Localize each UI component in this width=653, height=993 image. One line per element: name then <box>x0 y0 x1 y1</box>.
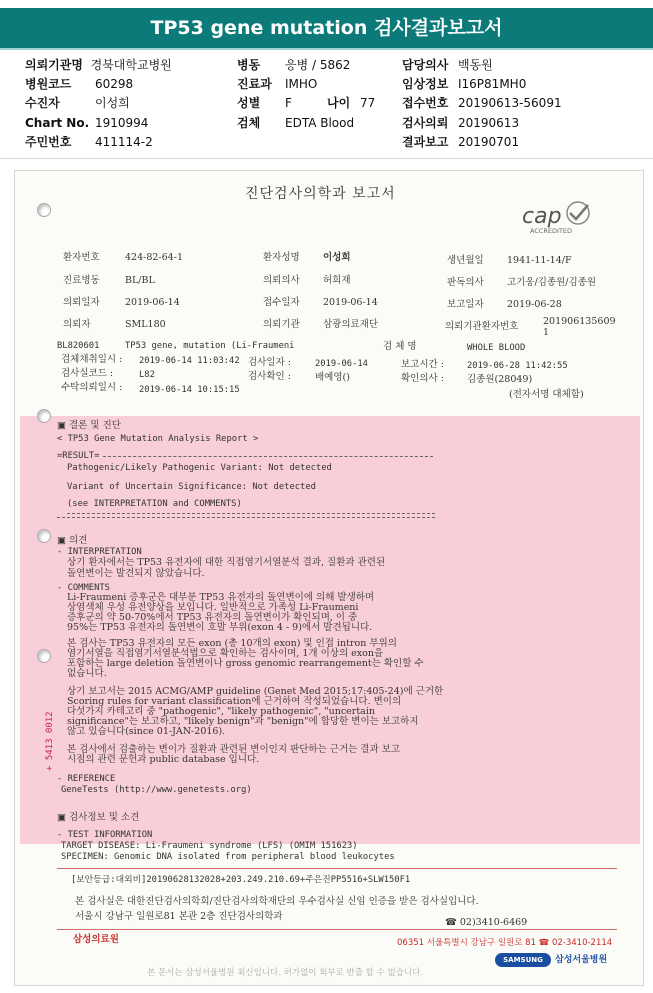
accredit-line: 본 검사실은 대한진단검사의학회/진단검사의학재단의 우수검사실 신임 인증을 받은 검사실입니다. <box>75 896 479 907</box>
info-label: 진료병동 <box>63 275 100 286</box>
header-divider <box>0 158 653 159</box>
punch-hole <box>37 409 51 423</box>
report-name: < TP53 Gene Mutation Analysis Report > <box>57 434 259 444</box>
header-ward-value: 응병 / 5862 <box>285 58 351 72</box>
comment-line: 않고 있습니다(since 01-JAN-2016). <box>67 726 226 737</box>
test-info-line: SPECIMEN: Genomic DNA isolated from peripheral blood leukocytes <box>61 852 395 862</box>
red-rule <box>57 929 617 930</box>
svg-text:ACCREDITED: ACCREDITED <box>530 227 573 235</box>
footer-note: 본 문서는 삼성서울병원 최신입니다. 허가없이 외부로 반출 할 수 없습니다. <box>147 968 424 978</box>
section-opinion: ▣ 의견 <box>57 535 88 546</box>
comment-line: 상염색체 우성 유전양상을 보입니다. 일반적으로 가족성 Li-Fraumeni <box>67 602 359 613</box>
comment-line: Li-Fraumeni 증후군은 대부분 TP53 유전자의 돌연변이에 의해 발생하며 <box>67 592 375 603</box>
info-value: 2019-06-14 <box>323 297 378 308</box>
punch-hole <box>37 203 51 217</box>
punch-hole <box>37 529 51 543</box>
info-label: 의뢰일자 <box>63 297 100 308</box>
sub-value: L82 <box>139 370 155 380</box>
info-value: 허희재 <box>323 275 351 286</box>
sub-label: 수탁의뢰일시 : <box>61 382 123 393</box>
section-conclusion: ▣ 결론 및 진단 <box>57 420 121 431</box>
sub-value: 2019-06-14 <box>315 359 368 369</box>
red-rule <box>57 868 617 869</box>
header-chart-no: Chart No. <box>25 116 90 130</box>
header-hospital-code: 병원코드 <box>25 77 72 91</box>
comment-line: 본 검사에서 검출하는 변이가 질환과 관련된 변이인지 판단하는 근거는 결과 보고 <box>67 744 401 755</box>
header-chart-no-value: 1910994 <box>95 116 149 130</box>
phone-line: ☎ 02)3410-6469 <box>445 917 528 928</box>
result-line: Variant of Uncertain Significance: Not detected <box>67 482 316 492</box>
result-line: Pathogenic/Likely Pathogenic Variant: Not detected <box>67 463 332 473</box>
comment-line: 포함하는 large deletion 돌연변이나 gross genomic rearrangement는 확인할 수 <box>67 658 424 669</box>
header-clinical-info: 임상정보 <box>402 77 449 91</box>
header-age-value: 77 <box>360 96 376 110</box>
cap-logo <box>520 199 600 235</box>
header-ward: 병동 <box>237 58 261 72</box>
info-value: 2019-06-28 <box>507 299 562 310</box>
dashed-rule <box>57 517 435 518</box>
scanned-report <box>14 170 644 986</box>
dashed-rule <box>67 513 435 514</box>
comment-line: significance"는 보고하고, "likely benign"과 "benign"에 합당한 변이는 보고하지 <box>67 716 419 727</box>
specimen-value: WHOLE BLOOD <box>467 343 526 353</box>
sub-label: 검사일자 : <box>248 357 291 368</box>
dashed-rule <box>103 456 433 457</box>
header-resident-no: 주민번호 <box>25 135 72 149</box>
info-label: 환자성명 <box>263 252 300 263</box>
info-label: 의뢰자 <box>63 319 91 330</box>
info-value: BL/BL <box>125 275 155 286</box>
report-title: TP53 gene mutation 검사결과보고서 <box>0 8 653 48</box>
svg-text:cap: cap <box>522 204 562 229</box>
specimen-label: 검 체 명 <box>383 341 417 352</box>
title-divider <box>0 48 653 50</box>
info-value: 삼광의료재단 <box>323 319 379 330</box>
header-department: 진료과 <box>237 77 272 91</box>
header-report-date-value: 20190701 <box>458 135 520 149</box>
hospital-logo: 삼성의료원 <box>73 934 119 945</box>
info-value: 2019-06-14 <box>125 297 180 308</box>
sub-value: 2019-06-14 10:15:15 <box>139 385 240 395</box>
test-code: BL820601 <box>57 341 100 351</box>
info-value: 201906135609 <box>543 316 616 327</box>
header-department-value: IMHO <box>285 77 318 91</box>
info-value: 고기웅/김종원/김종원 <box>507 277 596 288</box>
info-label: 생년월일 <box>447 255 484 266</box>
result-line: (see INTERPRETATION and COMMENTS) <box>67 499 242 509</box>
interp-line: 상기 환자에서는 TP53 유전자에 대한 직접염기서열분석 결과, 질환과 관련된 <box>67 557 386 568</box>
header-receipt-no-value: 20190613-56091 <box>458 96 562 110</box>
comment-line: 증후군의 약 50-70%에서 TP53 유전자의 돌연변이가 확인되며, 이 중 <box>67 612 358 623</box>
interp-head: - INTERPRETATION <box>57 547 142 557</box>
section-test-info: ▣ 검사정보 및 소견 <box>57 812 140 823</box>
interp-line: 돌연변이는 발견되지 않았습니다. <box>67 568 205 579</box>
sub-label: 보고시간 : <box>401 359 444 370</box>
header-request-date: 검사의뢰 <box>402 116 449 130</box>
sub-value: 김종원(28049) <box>467 374 533 385</box>
header-specimen-value: EDTA Blood <box>285 116 355 130</box>
header-hospital-code-value: 60298 <box>95 77 134 91</box>
header-patient-name-value: 이성희 <box>95 96 130 110</box>
sub-value: 2019-06-28 11:42:55 <box>467 361 568 371</box>
info-value: 424-82-64-1 <box>125 252 183 263</box>
scan-title: 진단검사의학과 보고서 <box>245 186 396 202</box>
samsung-hospital-name: 삼성서울병원 <box>555 955 608 965</box>
info-value: 1 <box>543 327 550 338</box>
reference-head: - REFERENCE <box>57 774 116 784</box>
samsung-logo: SAMSUNG <box>495 953 551 967</box>
comment-line: Scoring rules for variant classification에 근거하여 작성되었습니다. 변이의 <box>67 696 402 707</box>
info-value: SML180 <box>125 319 166 330</box>
info-value: 1941-11-14/F <box>507 255 572 266</box>
header-patient-name: 수진자 <box>25 96 60 110</box>
header-sex: 성별 <box>237 96 261 110</box>
header-hospital-name: 의뢰기관명 경북대학교병원 <box>25 58 172 72</box>
comments-head: - COMMENTS <box>57 583 110 593</box>
test-info-line: TARGET DISEASE: Li-Fraumeni syndrome (LFS) (OMIM 151623) <box>61 841 358 851</box>
info-value: 이성희 <box>323 252 351 263</box>
comment-line: 다섯가지 카테고리 중 "pathogenic", "likely pathogenic", "uncertain <box>67 706 375 717</box>
info-label: 접수일자 <box>263 297 300 308</box>
header-receipt-no: 접수번호 <box>402 96 449 110</box>
vertical-code: + 5413 0012 <box>45 711 55 771</box>
sub-label: 확인의사 : <box>401 373 444 384</box>
header-resident-no-value: 411114-2 <box>95 135 153 149</box>
comment-line: 95%는 TP53 유전자의 돌연변이 호발 부위(exon 4 - 9)에서 발견됩니다. <box>67 622 373 633</box>
header-age: 나이 <box>327 96 351 110</box>
test-name: TP53 gene, mutation (Li-Fraumeni <box>125 341 295 351</box>
info-label: 의뢰기관환자번호 <box>445 321 519 332</box>
address-line: 서울시 강남구 일원로81 본관 2층 진단검사의학과 <box>75 911 283 922</box>
comment-line: 본 검사는 TP53 유전자의 모든 exon (총 10개의 exon) 및 인접 intron 부위의 <box>67 638 397 649</box>
punch-hole <box>37 649 51 663</box>
comment-line: 염기서열을 직접염기서열분석법으로 확인하는 검사이며, 1개 이상의 exon을 <box>67 648 384 659</box>
header-report-date: 결과보고 <box>402 135 449 149</box>
comment-line: 시점의 관련 문헌과 public database 입니다. <box>67 754 260 765</box>
header-request-date-value: 20190613 <box>458 116 520 130</box>
sign-note: (전자서명 대체함) <box>509 389 584 400</box>
header-clinical-info-value: I16P81MH0 <box>458 77 527 91</box>
info-label: 보고일자 <box>447 299 484 310</box>
footer-address: 06351 서울특별시 강남구 일원로 81 ☎ 02-3410-2114 <box>397 938 613 948</box>
header-physician-value: 백동원 <box>458 58 493 72</box>
comment-line: 상기 보고서는 2015 ACMG/AMP guideline (Genet Med 2015;17:405-24)에 근거한 <box>67 686 444 697</box>
security-line: [보안등급:대외비]20190628132028+203.249.210.69+주은진PP5516+SLW150F1 <box>71 875 411 885</box>
sub-value: 배예영() <box>315 372 350 383</box>
sub-label: 검사확인 : <box>248 371 291 382</box>
test-info-head: - TEST INFORMATION <box>57 830 153 840</box>
info-label: 의뢰의사 <box>263 275 300 286</box>
info-label: 판독의사 <box>447 277 484 288</box>
result-head: =RESULT= <box>57 451 100 461</box>
header-physician: 담당의사 <box>402 58 449 72</box>
sub-value: 2019-06-14 11:03:42 <box>139 356 240 366</box>
reference-line: GeneTests (http://www.genetests.org) <box>61 785 252 795</box>
header-specimen: 검체 <box>237 116 261 130</box>
comment-line: 없습니다. <box>67 668 107 679</box>
info-label: 의뢰기관 <box>263 319 300 330</box>
info-label: 환자번호 <box>63 252 100 263</box>
sub-label: 검사실코드 : <box>61 368 114 379</box>
header-sex-value: F <box>285 96 292 110</box>
sub-label: 검체채취일시 : <box>61 354 123 365</box>
